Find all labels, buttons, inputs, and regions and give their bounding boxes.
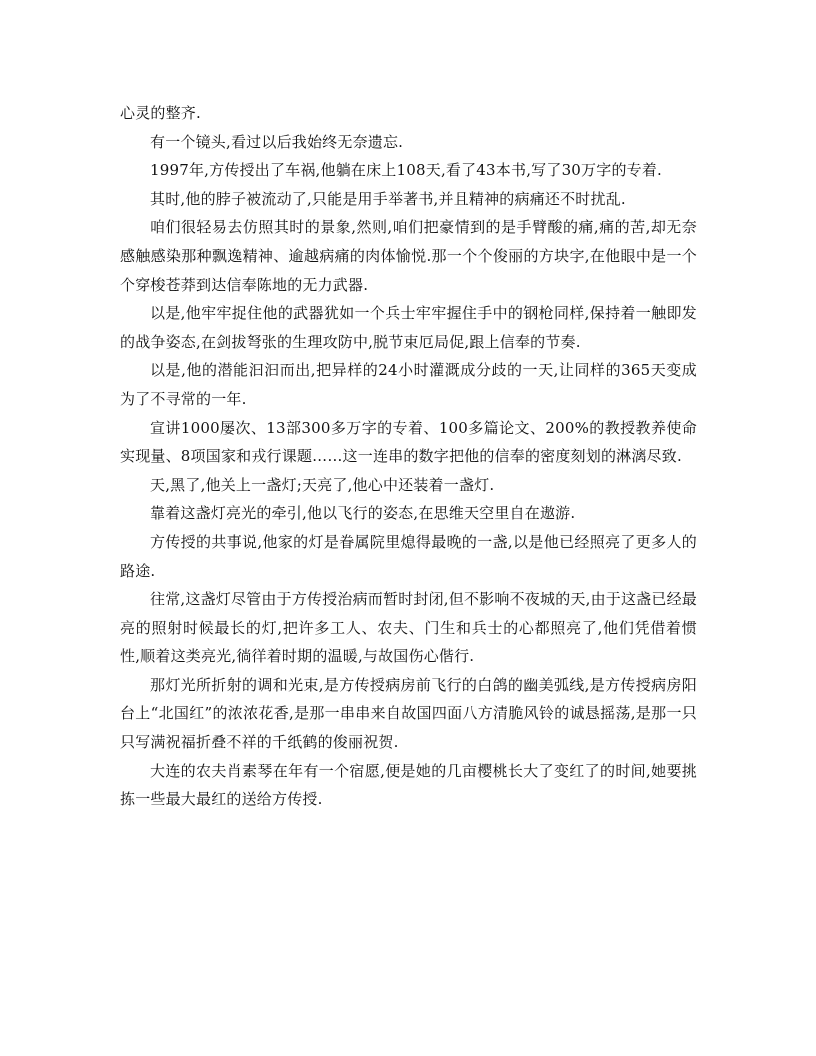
paragraph-12: 往常,这盏灯尽管由于方传授治病而暂时封闭,但不影响不夜城的天,由于这盏已经最亮的照射时候最长的灯,把许多工人、农夫、门生和兵士的心都照亮了,他们凭借着惯性,顺着这类亮光,徜徉着时期的温暖,与故国伤心偕行. <box>120 590 697 666</box>
paragraph-6: 以是,他牢牢捉住他的武器犹如一个兵士牢牢握住手中的钢枪同样,保持着一触即发的战争姿态,在剑拔弩张的生理攻防中,脱节束厄局促,跟上信奉的节奏. <box>120 304 697 351</box>
paragraph-2: 有一个镜头,看过以后我始终无奈遗忘. <box>150 132 404 151</box>
document-body <box>120 99 697 814</box>
paragraph-14: 大连的农夫肖素琴在年有一个宿愿,便是她的几亩樱桃长大了变红了的时间,她要挑拣一些最大最红的送给方传授. <box>120 761 697 809</box>
paragraph-7: 以是,他的潜能汩汩而出,把异样的24小时灌溉成分歧的一天,让同样的365天变成为了不寻常的一年. <box>120 361 697 408</box>
paragraph-3: 1997年,方传授出了车祸,他躺在床上108天,看了43本书,写了30万字的专着. <box>150 161 663 180</box>
paragraph-4: 其时,他的脖子被流动了,只能是用手举著书,并且精神的病痛还不时扰乱. <box>150 189 626 208</box>
paragraph-10: 靠着这盏灯亮光的牵引,他以飞行的姿态,在思维天空里自在遨游. <box>150 504 576 523</box>
paragraph-5: 咱们很轻易去仿照其时的景象,然则,咱们把豪情到的是手臂酸的痛,痛的苦,却无奈感触感染那种飘逸精神、逾越病痛的肉体愉悦.那一个个俊丽的方块字,在他眼中是一个个穿梭苍莽到达信奉陈地的无力武器. <box>120 218 697 294</box>
paragraph-1: 心灵的整齐. <box>120 104 201 122</box>
paragraph-13: 那灯光所折射的调和光束,是方传授病房前飞行的白鸽的幽美弧线,是方传授病房阳台上“北国红”的浓浓花香,是那一串串来自故国四面八方清脆风铃的诚恳摇荡,是那一只只写满祝福折叠不祥的千纸鹤的俊丽祝贺. <box>120 675 697 752</box>
paragraph-11: 方传授的共事说,他家的灯是眷属院里熄得最晚的一盏,以是他已经照亮了更多人的路途. <box>120 532 697 580</box>
paragraph-8: 宣讲1000屡次、13部300多万字的专着、100多篇论文、200%的教授教养使命实现量、8项国家和戎行课题……这一连串的数字把他的信奉的密度刻划的淋漓尽致. <box>120 418 697 466</box>
paragraph-9: 天,黑了,他关上一盏灯;天亮了,他心中还装着一盏灯. <box>150 475 495 494</box>
